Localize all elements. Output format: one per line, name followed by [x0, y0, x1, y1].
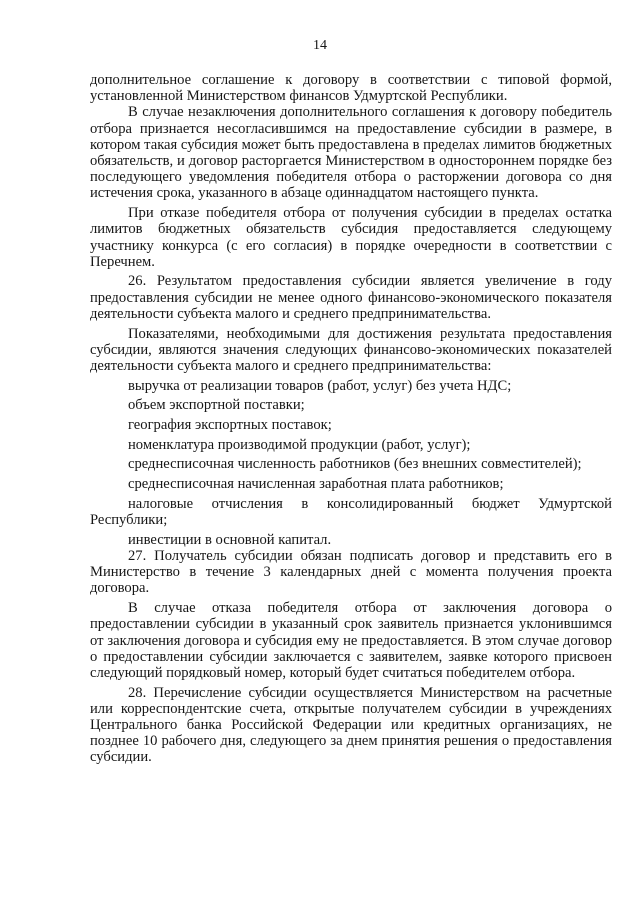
document-body: [90, 72, 612, 766]
paragraph-clause-28: 28. Перечисление субсидии осуществляется Министерством на расчетные или корреспондентские счета, открытые получателем субсидии в учреждениях Центрального банка Российской Федерации или кредитных организациях, не позднее 10 рабочего дня, следующего за днем принятия решения о предоставления субсидии.: [90, 684, 612, 766]
paragraph-clause-27: 27. Получатель субсидии обязан подписать договор и представить его в Министерство в течение 3 календарных дней с момента получения проекта договора.: [90, 547, 612, 597]
paragraph: Показателями, необходимыми для достижения результата предоставления субсидии, являются значения следующих финансово-экономических показателей деятельности субъекта малого и среднего предпринимательства:: [90, 325, 612, 374]
indicator-item: среднесписочная численность работников (без внешних совместителей);: [128, 456, 582, 473]
indicator-item: налоговые отчисления в консолидированный бюджет Удмуртской Республики;: [90, 495, 612, 529]
paragraph-clause-26: 26. Результатом предоставления субсидии является увеличение в году предоставления субсидии не менее одного финансово-экономического показателя деятельности субъекта малого и среднего предпринимательства.: [90, 273, 612, 322]
indicator-item: среднесписочная начисленная заработная плата работников;: [128, 476, 504, 493]
paragraph: В случае незаключения дополнительного соглашения к договору победитель отбора признается несогласившимся на предоставление субсидии в размере, в котором такая субсидия может быть предоставлена в пределах лимитов бюджетных обязательств, и договор расторгается Министерством в одностороннем порядке без последующего уведомления победителя отбора о расторжении договора со дня истечения срока, указанного в абзаце одиннадцатом настоящего пункта.: [90, 104, 612, 202]
indicator-item: география экспортных поставок;: [128, 417, 332, 434]
page-number: 14: [313, 38, 327, 53]
indicator-item: номенклатура производимой продукции (работ, услуг);: [128, 436, 471, 453]
indicator-item: инвестиции в основной капитал.: [128, 531, 332, 548]
indicator-item: объем экспортной поставки;: [128, 397, 305, 414]
paragraph-continuation: дополнительное соглашение к договору в соответствии с типовой формой, установленной Министерством финансов Удмуртской Республики.: [90, 72, 612, 105]
paragraph: При отказе победителя отбора от получения субсидии в пределах остатка лимитов бюджетных обязательств субсидия предоставляется следующему участнику конкурса (с его согласия) в порядке очередности в соответствии с Перечнем.: [90, 205, 612, 270]
indicator-item: выручка от реализации товаров (работ, услуг) без учета НДС;: [128, 377, 512, 394]
paragraph: В случае отказа победителя отбора от заключения договора о предоставлении субсидии в указанный срок заявитель признается уклонившимся от заключения договора и субсидия ему не предоставляется. В этом случае договор о предоставлении субсидии заключается с заявителем, заявке которого присвоен следующий порядковый номер, который будет считаться победителем отбора.: [90, 600, 612, 681]
